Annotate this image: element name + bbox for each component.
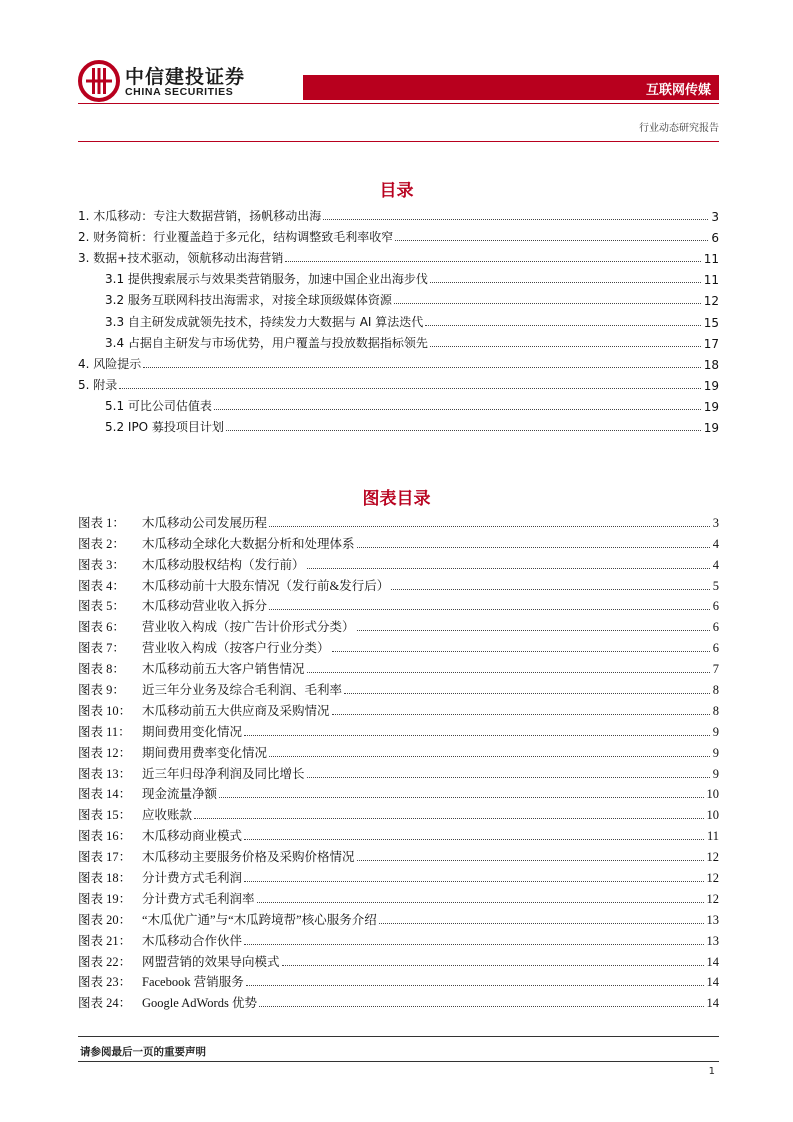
disclaimer-note: 请参阅最后一页的重要声明 (80, 1046, 206, 1058)
figure-entry-label: 营业收入构成（按广告计价形式分类） (142, 620, 355, 635)
figure-entry-number: 图表 10： (78, 703, 132, 718)
toc-entry-page: 19 (703, 421, 719, 436)
figure-entry-label: 木瓜移动前五大供应商及采购情况 (142, 703, 330, 718)
toc-leader-dots (425, 325, 700, 326)
figure-entry[interactable] (78, 698, 719, 719)
figure-entry[interactable] (78, 865, 719, 886)
toc-leader-dots (344, 693, 710, 694)
header-divider (78, 103, 719, 104)
toc-leader-dots (194, 818, 703, 819)
toc-entry[interactable] (78, 287, 719, 308)
figure-entry-page: 14 (706, 996, 719, 1011)
toc-list (78, 203, 719, 435)
figure-entry-page: 4 (712, 557, 719, 572)
figure-entry-number: 图表 16： (78, 829, 132, 844)
figure-entry[interactable] (78, 782, 719, 803)
figure-entry[interactable] (78, 614, 719, 635)
figure-entry[interactable] (78, 761, 719, 782)
figure-entry-number: 图表 6： (78, 620, 125, 635)
figure-entry-number: 图表 22： (78, 954, 132, 969)
figure-entry-number: 图表 1： (78, 515, 125, 530)
figure-entry[interactable] (78, 802, 719, 823)
toc-leader-dots (379, 923, 704, 924)
toc-leader-dots (269, 609, 710, 610)
toc-leader-dots (244, 839, 704, 840)
sector-banner (303, 75, 719, 100)
figure-entry-number: 图表 14： (78, 787, 132, 802)
toc-entry-label: 3. 数据+技术驱动，领航移动出海营销 (78, 251, 284, 266)
figure-entry-label: 分计费方式毛利润率 (142, 891, 255, 906)
toc-entry-label: 3.2 服务互联网科技出海需求，对接全球顶级媒体资源 (105, 293, 392, 308)
figure-entry[interactable] (78, 886, 719, 907)
toc-entry-page: 11 (703, 273, 719, 288)
figure-entry-number: 图表 7： (78, 641, 125, 656)
figure-entry-label: 分计费方式毛利润 (142, 871, 243, 886)
figure-entry-page: 9 (712, 745, 719, 760)
toc-title: 目录 (379, 181, 414, 201)
toc-entry[interactable] (78, 372, 719, 393)
figure-entry-label: 木瓜移动商业模式 (142, 829, 243, 844)
figure-entry-page: 12 (706, 871, 719, 886)
toc-entry[interactable] (78, 224, 719, 245)
sector-label: 互联网传媒 (645, 83, 711, 98)
figure-entry[interactable] (78, 970, 719, 991)
figure-entry-label: “木瓜优广通”与“木瓜跨境帮”核心服务介绍 (142, 912, 377, 927)
figure-entry-page: 9 (712, 766, 719, 781)
figure-entry-page: 14 (706, 954, 719, 969)
toc-entry-label: 3.3 自主研发成就领先技术，持续发力大数据与 AI 算法迭代 (105, 314, 424, 329)
figure-entry-label: 网盟营销的效果导向模式 (142, 954, 280, 969)
toc-entry[interactable] (78, 393, 719, 414)
figure-entry-label: 木瓜移动主要服务价格及采购价格情况 (142, 850, 355, 865)
figure-entry[interactable] (78, 594, 719, 615)
toc-leader-dots (395, 240, 708, 241)
china-securities-logo-icon (78, 60, 120, 102)
figure-entry-label: 木瓜移动全球化大数据分析和处理体系 (142, 536, 355, 551)
figure-entry-number: 图表 15： (78, 808, 132, 823)
toc-leader-dots (244, 881, 703, 882)
figure-entry-label: 木瓜移动股权结构（发行前） (142, 557, 305, 572)
toc-leader-dots (143, 367, 700, 368)
figure-entry-number: 图表 9： (78, 683, 125, 698)
figure-entry-page: 10 (706, 787, 719, 802)
figures-toc-list (78, 510, 719, 1011)
page-number: 1 (708, 1066, 715, 1077)
figure-entry[interactable] (78, 844, 719, 865)
figure-entry-number: 图表 19： (78, 891, 132, 906)
toc-leader-dots (257, 902, 704, 903)
toc-leader-dots (244, 944, 703, 945)
figure-entry-page: 6 (712, 641, 719, 656)
toc-leader-dots (307, 777, 710, 778)
toc-leader-dots (430, 282, 701, 283)
toc-entry[interactable] (78, 414, 719, 435)
toc-entry-label: 3.1 提供搜索展示与效果类营销服务，加速中国企业出海步伐 (105, 272, 428, 287)
logo-english-name: CHINA SECURITIES (125, 86, 234, 98)
toc-entry-label: 3.4 占据自主研发与市场优势，用户覆盖与投放数据指标领先 (105, 335, 428, 350)
toc-leader-dots (357, 630, 710, 631)
toc-leader-dots (391, 589, 710, 590)
toc-entry[interactable] (78, 351, 719, 372)
toc-entry-page: 18 (703, 357, 719, 372)
toc-entry-page: 17 (703, 336, 719, 351)
figure-entry[interactable] (78, 677, 719, 698)
toc-entry-label: 5.2 IPO 募投项目计划 (105, 420, 224, 435)
figure-entry-number: 图表 5： (78, 599, 125, 614)
figure-entry-label: 应收账款 (142, 808, 193, 823)
toc-entry-page: 6 (711, 231, 719, 246)
figure-entry-number: 图表 18： (78, 871, 132, 886)
figure-entry[interactable] (78, 719, 719, 740)
toc-entry[interactable] (78, 330, 719, 351)
toc-leader-dots (219, 797, 703, 798)
toc-entry[interactable] (78, 266, 719, 287)
toc-leader-dots (357, 860, 704, 861)
toc-entry[interactable] (78, 245, 719, 266)
figure-entry-label: 期间费用变化情况 (142, 724, 243, 739)
figure-entry-label: 木瓜移动前五大客户销售情况 (142, 662, 305, 677)
figure-entry[interactable] (78, 990, 719, 1011)
toc-entry-label: 4. 风险提示 (78, 356, 142, 371)
figure-entry[interactable] (78, 656, 719, 677)
figure-entry-label: 木瓜移动合作伙伴 (142, 933, 243, 948)
toc-leader-dots (246, 985, 704, 986)
figure-entry-label: 木瓜移动前十大股东情况（发行前&发行后） (142, 578, 390, 593)
toc-leader-dots (430, 346, 701, 347)
toc-leader-dots (285, 261, 700, 262)
toc-leader-dots (394, 303, 701, 304)
toc-entry-page: 19 (703, 399, 719, 414)
figure-entry-page: 6 (712, 620, 719, 635)
figure-entry-page: 7 (712, 662, 719, 677)
figure-entry-number: 图表 8： (78, 662, 125, 677)
figure-entry-page: 12 (706, 891, 719, 906)
figure-entry-page: 13 (706, 912, 719, 927)
figure-entry-number: 图表 11： (78, 724, 131, 739)
figure-entry-page: 14 (706, 975, 719, 990)
figure-entry-number: 图表 13： (78, 766, 132, 781)
figures-toc-title: 图表目录 (362, 489, 431, 509)
figure-entry-page: 4 (712, 536, 719, 551)
toc-entry-page: 11 (703, 252, 719, 267)
toc-entry-label: 5.1 可比公司估值表 (105, 398, 212, 413)
figure-entry[interactable] (78, 531, 719, 552)
toc-leader-dots (226, 430, 701, 431)
figure-entry-page: 8 (712, 703, 719, 718)
toc-leader-dots (332, 714, 710, 715)
figure-entry[interactable] (78, 552, 719, 573)
toc-leader-dots (269, 526, 710, 527)
toc-entry-label: 2. 财务简析：行业覆盖趋于多元化，结构调整致毛利率收窄 (78, 230, 394, 245)
toc-entry-label: 5. 附录 (78, 377, 118, 392)
toc-leader-dots (119, 388, 700, 389)
figure-entry-page: 13 (706, 933, 719, 948)
figure-entry-page: 8 (712, 683, 719, 698)
figure-entry[interactable] (78, 823, 719, 844)
figure-entry-number: 图表 3： (78, 557, 125, 572)
toc-entry-page: 3 (711, 210, 719, 225)
figure-entry-label: Facebook 营销服务 (142, 975, 244, 990)
company-logo (78, 60, 248, 102)
figure-entry-page: 11 (706, 829, 719, 844)
toc-leader-dots (332, 651, 710, 652)
figure-entry[interactable] (78, 740, 719, 761)
figure-entry[interactable] (78, 949, 719, 970)
figure-entry[interactable] (78, 907, 719, 928)
figure-entry-number: 图表 23： (78, 975, 132, 990)
figure-entry-number: 图表 20： (78, 912, 132, 927)
figure-entry[interactable] (78, 928, 719, 949)
toc-leader-dots (282, 965, 704, 966)
toc-leader-dots (214, 409, 701, 410)
figure-entry[interactable] (78, 573, 719, 594)
toc-leader-dots (244, 735, 710, 736)
toc-entry-label: 1. 木瓜移动：专注大数据营销，扬帆移动出海 (78, 209, 322, 224)
figure-entry-label: 期间费用费率变化情况 (142, 745, 268, 760)
figure-entry-number: 图表 21： (78, 933, 132, 948)
figure-entry-label: Google AdWords 优势 (142, 996, 257, 1011)
figure-entry-page: 10 (706, 808, 719, 823)
figure-entry-number: 图表 12： (78, 745, 132, 760)
toc-entry-page: 19 (703, 378, 719, 393)
figure-entry-number: 图表 24： (78, 996, 132, 1011)
toc-leader-dots (307, 672, 710, 673)
toc-leader-dots (357, 547, 710, 548)
footer-divider (78, 1036, 719, 1037)
figure-entry-number: 图表 2： (78, 536, 125, 551)
toc-entry[interactable] (78, 308, 719, 329)
toc-entry-page: 12 (703, 294, 719, 309)
figure-entry-page: 9 (712, 724, 719, 739)
figure-entry-label: 近三年归母净利润及同比增长 (142, 766, 305, 781)
figure-entry-label: 木瓜移动营业收入拆分 (142, 599, 268, 614)
figure-entry-number: 图表 17： (78, 850, 132, 865)
figure-entry-page: 6 (712, 599, 719, 614)
figure-entry-label: 木瓜移动公司发展历程 (142, 515, 268, 530)
toc-leader-dots (259, 1006, 704, 1007)
figure-entry-label: 营业收入构成（按客户行业分类） (142, 641, 330, 656)
footer-divider-2 (78, 1061, 719, 1062)
figure-entry-label: 现金流量净额 (142, 787, 218, 802)
logo-chinese-name: 中信建投证券 (125, 66, 246, 88)
toc-entry-page: 15 (703, 315, 719, 330)
figure-entry[interactable] (78, 635, 719, 656)
figure-entry-label: 近三年分业务及综合毛利润、毛利率 (142, 683, 343, 698)
figure-entry[interactable] (78, 510, 719, 531)
toc-leader-dots (323, 219, 708, 220)
figure-entry-page: 12 (706, 850, 719, 865)
figure-entry-page: 5 (712, 578, 719, 593)
header-divider-2 (78, 141, 719, 142)
toc-leader-dots (307, 568, 710, 569)
report-type: 行业动态研究报告 (639, 123, 719, 134)
toc-leader-dots (269, 756, 710, 757)
figure-entry-number: 图表 4： (78, 578, 125, 593)
figure-entry-page: 3 (712, 515, 719, 530)
toc-entry[interactable] (78, 203, 719, 224)
